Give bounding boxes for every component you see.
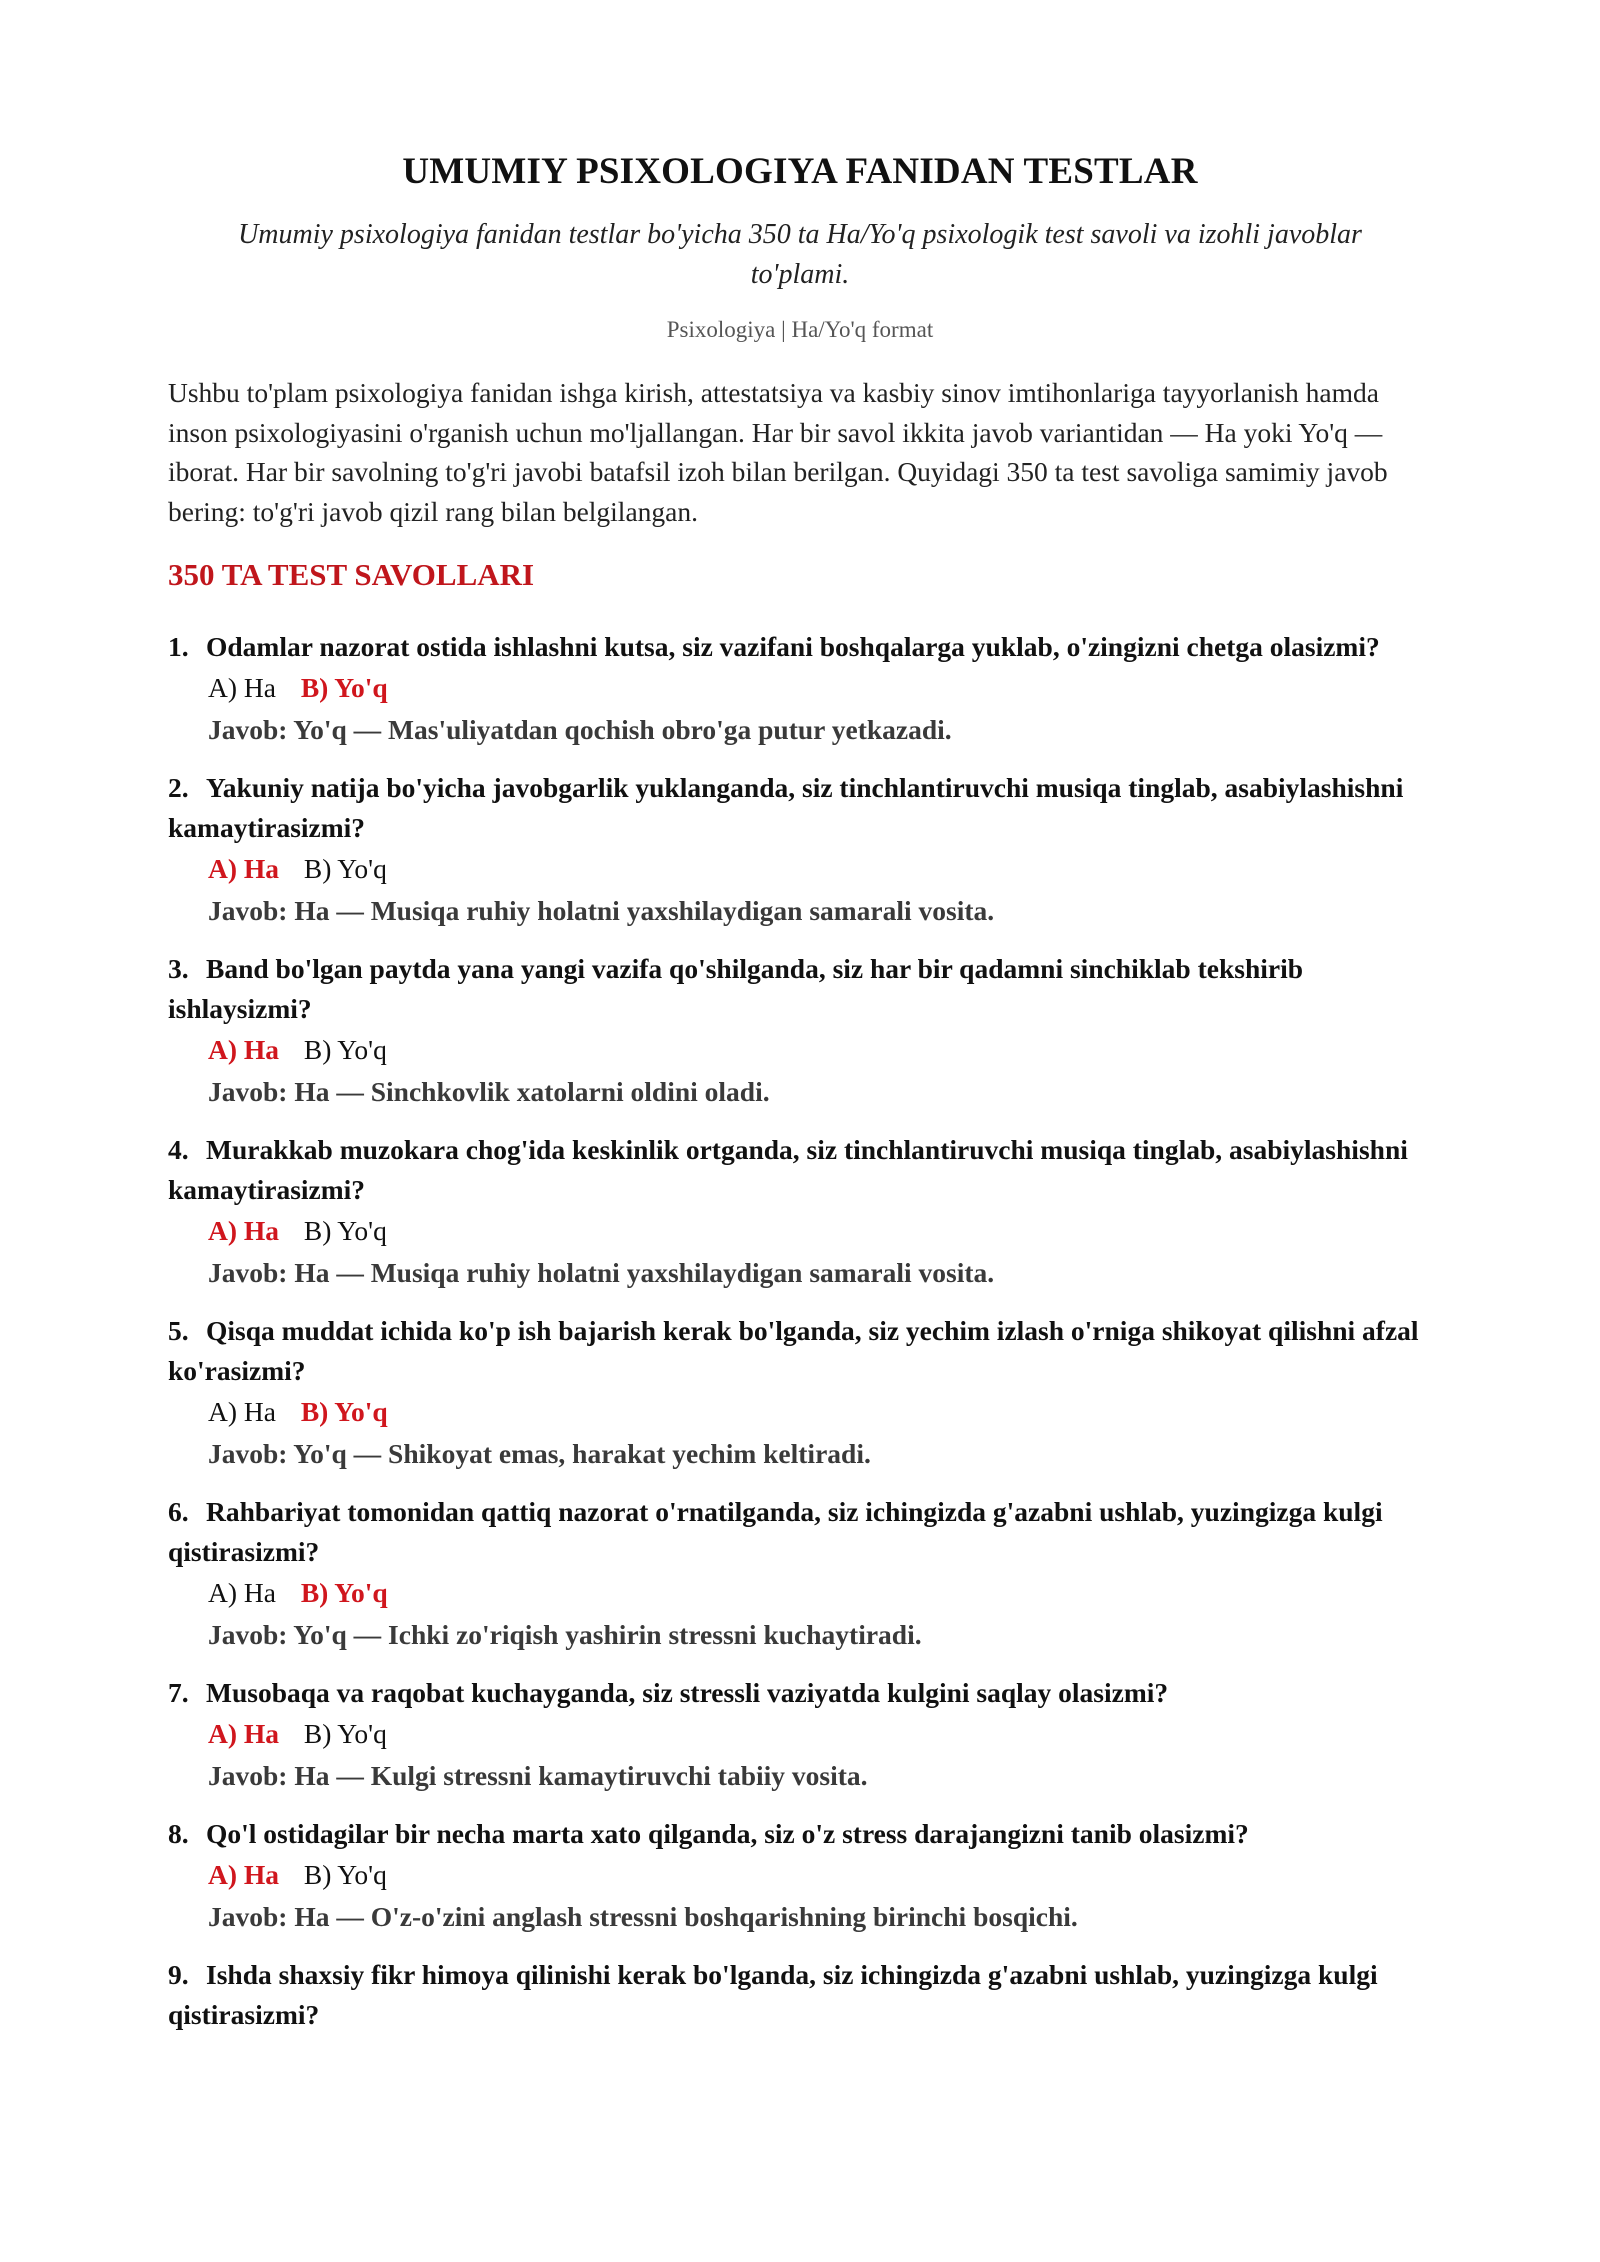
- question-text-line: [168, 1492, 1432, 1572]
- option-b[interactable]: B) Yo'q: [303, 1034, 387, 1065]
- question-text-line: [168, 1814, 1432, 1854]
- question-text: Ishda shaxsiy fikr himoya qilinishi kerak bo'lganda, siz ichingizda g'azabni ushlab, yuzingizga kulgi qistirasizmi?: [168, 1959, 1378, 2030]
- question-text: Qisqa muddat ichida ko'p ish bajarish kerak bo'lganda, siz yechim izlash o'rniga shikoyat qilishni afzal ko'rasizmi?: [168, 1315, 1419, 1386]
- question-number: 3.: [168, 953, 189, 984]
- option-b[interactable]: B) Yo'q: [300, 1396, 388, 1427]
- answer-explanation: Javob: Ha — O'z-o'zini anglash stressni boshqarishning birinchi bosqichi.: [208, 1901, 1078, 1932]
- option-b[interactable]: B) Yo'q: [300, 672, 388, 703]
- question-text: Qo'l ostidagilar bir necha marta xato qilganda, siz o'z stress darajangizni tanib olasizmi?: [206, 1818, 1249, 1849]
- question-number: 6.: [168, 1496, 189, 1527]
- answer-explanation: Javob: Ha — Musiqa ruhiy holatni yaxshilaydigan samarali vosita.: [208, 895, 995, 926]
- question-list: [168, 627, 1432, 2035]
- question-text: Yakuniy natija bo'yicha javobgarlik yuklanganda, siz tinchlantiruvchi musiqa tinglab, asabiylashishni kamaytirasizmi?: [168, 772, 1404, 843]
- option-b[interactable]: B) Yo'q: [300, 1577, 388, 1608]
- question-item: [168, 949, 1432, 1113]
- question-text-line: [168, 627, 1432, 667]
- question-item: [168, 1955, 1432, 2035]
- answer-explanation: Javob: Yo'q — Mas'uliyatdan qochish obro'ga putur yetkazadi.: [208, 714, 952, 745]
- answer-explanation: Javob: Yo'q — Ichki zo'riqish yashirin stressni kuchaytiradi.: [208, 1619, 922, 1650]
- options-row: [168, 1854, 1432, 1896]
- options-row: [168, 1713, 1432, 1755]
- option-b[interactable]: B) Yo'q: [303, 1718, 387, 1749]
- option-a[interactable]: A) Ha: [208, 1396, 276, 1427]
- question-text-line: [168, 949, 1432, 1029]
- question-number: 2.: [168, 772, 189, 803]
- question-item: [168, 627, 1432, 751]
- option-b[interactable]: B) Yo'q: [303, 853, 387, 884]
- options-row: [168, 848, 1432, 890]
- options-row: [168, 1572, 1432, 1614]
- question-text-line: [168, 1673, 1432, 1713]
- options-row: [168, 1029, 1432, 1071]
- question-item: [168, 1130, 1432, 1294]
- page-subtitle: Umumiy psixologiya fanidan testlar bo'yicha 350 ta Ha/Yo'q psixologik test savoli va izohli javoblar to'plami.: [238, 219, 1362, 290]
- question-number: 8.: [168, 1818, 189, 1849]
- option-a[interactable]: A) Ha: [208, 1859, 280, 1890]
- section-heading: 350 TA TEST SAVOLLARI: [168, 557, 535, 592]
- question-item: [168, 1673, 1432, 1797]
- answer-explanation: Javob: Ha — Musiqa ruhiy holatni yaxshilaydigan samarali vosita.: [208, 1257, 995, 1288]
- options-row: [168, 1210, 1432, 1252]
- option-a[interactable]: A) Ha: [208, 1718, 280, 1749]
- option-a[interactable]: A) Ha: [208, 1034, 280, 1065]
- question-text: Rahbariyat tomonidan qattiq nazorat o'rnatilganda, siz ichingizda g'azabni ushlab, yuzingizga kulgi qistirasizmi?: [168, 1496, 1383, 1567]
- answer-explanation: Javob: Yo'q — Shikoyat emas, harakat yechim keltiradi.: [208, 1438, 871, 1469]
- question-number: 9.: [168, 1959, 189, 1990]
- question-item: [168, 768, 1432, 932]
- question-text: Musobaqa va raqobat kuchayganda, siz stressli vaziyatda kulgini saqlay olasizmi?: [206, 1677, 1169, 1708]
- options-row: [168, 1391, 1432, 1433]
- option-a[interactable]: A) Ha: [208, 1577, 276, 1608]
- question-item: [168, 1492, 1432, 1656]
- category-meta: Psixologiya | Ha/Yo'q format: [666, 317, 934, 342]
- question-text-line: [168, 768, 1432, 848]
- question-item: [168, 1311, 1432, 1475]
- question-text-line: [168, 1955, 1432, 2035]
- question-text: Band bo'lgan paytda yana yangi vazifa qo'shilganda, siz har bir qadamni sinchiklab tekshirib ishlaysizmi?: [168, 953, 1304, 1024]
- question-item: [168, 1814, 1432, 1938]
- question-number: 5.: [168, 1315, 189, 1346]
- options-row: [168, 667, 1432, 709]
- intro-paragraph: Ushbu to'plam psixologiya fanidan ishga kirish, attestatsiya va kasbiy sinov imtihonlariga tayyorlanish hamda inson psixologiyasini o'rganish uchun mo'ljallangan. Har bir savol ikkita javob variantidan — Ha yoki Yo'q — iborat. Har bir savolning to'g'ri javobi batafsil izoh bilan berilgan. Quyidagi 350 ta test savoliga samimiy javob bering: to'g'ri javob qizil rang bilan belgilangan.: [168, 377, 1388, 527]
- option-a[interactable]: A) Ha: [208, 1215, 280, 1246]
- option-a[interactable]: A) Ha: [208, 853, 280, 884]
- question-text: Odamlar nazorat ostida ishlashni kutsa, siz vazifani boshqalarga yuklab, o'zingizni chetga olasizmi?: [206, 631, 1380, 662]
- option-b[interactable]: B) Yo'q: [303, 1215, 387, 1246]
- option-a[interactable]: A) Ha: [208, 672, 276, 703]
- question-number: 7.: [168, 1677, 189, 1708]
- question-text: Murakkab muzokara chog'ida keskinlik ortganda, siz tinchlantiruvchi musiqa tinglab, asabiylashishni kamaytirasizmi?: [168, 1134, 1408, 1205]
- page-title: UMUMIY PSIXOLOGIYA FANIDAN TESTLAR: [402, 151, 1198, 192]
- option-b[interactable]: B) Yo'q: [303, 1859, 387, 1890]
- question-text-line: [168, 1311, 1432, 1391]
- question-text-line: [168, 1130, 1432, 1210]
- question-number: 4.: [168, 1134, 189, 1165]
- answer-explanation: Javob: Ha — Kulgi stressni kamaytiruvchi tabiiy vosita.: [208, 1760, 868, 1791]
- answer-explanation: Javob: Ha — Sinchkovlik xatolarni oldini oladi.: [208, 1076, 770, 1107]
- question-number: 1.: [168, 631, 189, 662]
